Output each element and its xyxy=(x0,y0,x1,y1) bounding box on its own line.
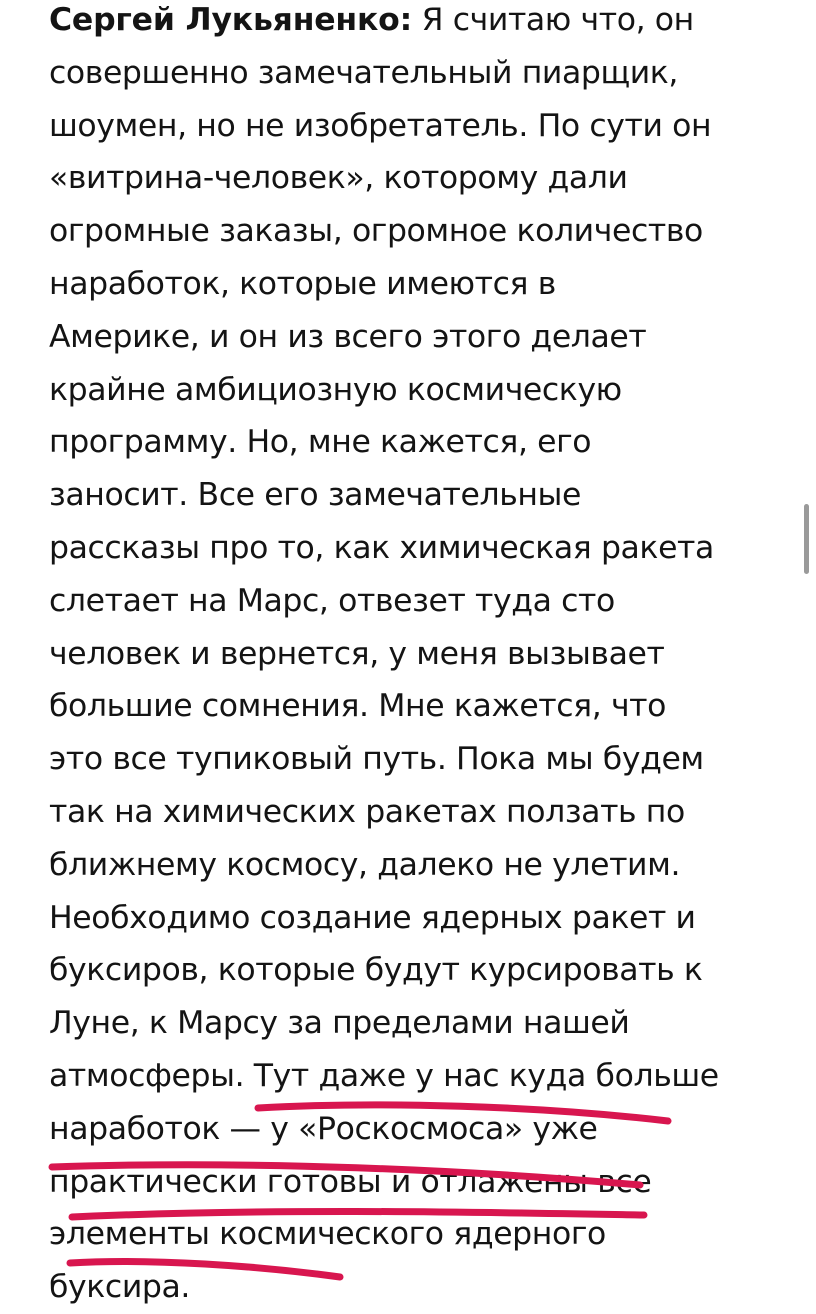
scrollbar-thumb[interactable] xyxy=(804,504,809,574)
text-line: огромные заказы, огромное количество xyxy=(49,213,703,250)
text-line xyxy=(49,0,769,47)
text-line: Луне, к Марсу за пределами нашей xyxy=(49,1005,630,1042)
text-line: заносит. Все его замечательные xyxy=(49,477,582,514)
text-line: человек и вернется, у меня вызывает xyxy=(49,635,665,672)
text-line: так на химических ракетах ползать по xyxy=(49,793,685,830)
text-line: Необходимо создание ядерных ракет и xyxy=(49,899,696,936)
text-line: элементы космического ядерного xyxy=(49,1216,606,1253)
text-line: совершенно замечательный пиарщик, xyxy=(49,54,679,91)
text-line: шоумен, но не изобретатель. По сути он xyxy=(49,107,712,144)
text-line: наработок, которые имеются в xyxy=(49,265,556,302)
text-line: атмосферы. Тут даже у нас куда больше xyxy=(49,1057,719,1094)
text-line: буксиров, которые будут курсировать к xyxy=(49,952,703,989)
text-line: Америке, и он из всего этого делает xyxy=(49,318,647,355)
text-line: программу. Но, мне кажется, его xyxy=(49,424,592,461)
text-line: практически готовы и отлажены все xyxy=(49,1163,652,1200)
text-line: наработок — у «Роскосмоса» уже xyxy=(49,1110,598,1147)
text-line: ближнему космосу, далеко не улетим. xyxy=(49,846,681,883)
text-line: слетает на Марс, отвезет туда сто xyxy=(49,582,615,619)
text-line: это все тупиковый путь. Пока мы будем xyxy=(49,741,704,778)
text-line: большие сомнения. Мне кажется, что xyxy=(49,688,666,725)
article-text xyxy=(49,0,769,1314)
text-line: буксира. xyxy=(49,1269,190,1306)
text-line: рассказы про то, как химическая ракета xyxy=(49,529,714,566)
text-line: крайне амбициозную космическую xyxy=(49,371,622,408)
line-text: Я считаю что, он xyxy=(421,2,694,38)
text-line: «витрина-человек», которому дали xyxy=(49,160,628,197)
speaker-name: Сергей Лукьяненко: xyxy=(49,2,413,38)
